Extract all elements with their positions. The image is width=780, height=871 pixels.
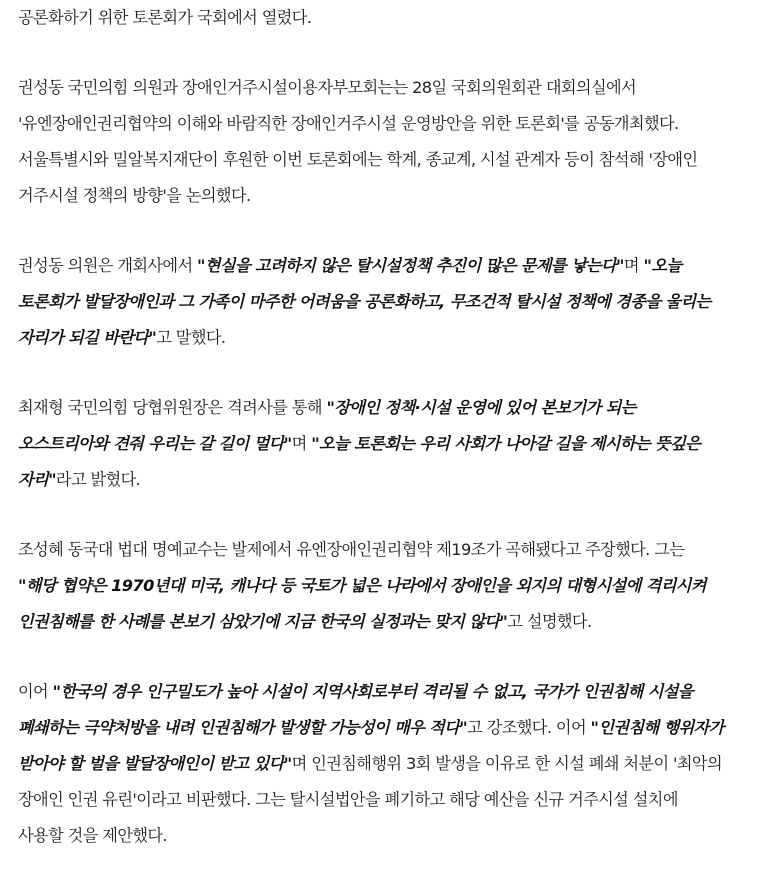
text-line: 공론화하기 위한 토론회가 국회에서 열렸다. bbox=[18, 8, 312, 27]
paragraph-gap bbox=[18, 36, 764, 70]
text-line: 거주시설 정책의 방향'을 논의했다. bbox=[18, 186, 251, 205]
paragraph-gap bbox=[18, 498, 764, 532]
text-line bbox=[18, 426, 764, 462]
quote-text: "오늘 토론회는 우리 사회가 나아갈 길을 제시하는 뜻깊은 bbox=[311, 434, 701, 453]
quote-text: 오스트리아와 견줘 우리는 갈 길이 멀다" bbox=[18, 434, 292, 453]
quote-text: "오늘 bbox=[643, 256, 682, 275]
paragraph-opening-remarks bbox=[18, 248, 764, 356]
text-segment: 권성동 의원은 개회사에서 bbox=[18, 256, 198, 275]
text-line: '유엔장애인권리협약의 이해와 바람직한 장애인거주시설 운영방안을 위한 토론회'를 공동개최했다. bbox=[18, 114, 679, 133]
text-line bbox=[18, 604, 764, 640]
text-line bbox=[18, 710, 764, 746]
text-line: 사용할 것을 제안했다. bbox=[18, 826, 167, 845]
text-line bbox=[18, 462, 764, 498]
text-line: 권성동 국민의힘 의원과 장애인거주시설이용자부모회는는 28일 국회의원회관 대회의실에서 bbox=[18, 78, 637, 97]
text-line bbox=[18, 746, 764, 782]
paragraph-conclusion bbox=[18, 674, 764, 854]
quote-text: "해당 협약은 1970년대 미국, 캐나다 등 국토가 넓은 나라에서 장애인을 외지의 대형시설에 격리시켜 bbox=[18, 576, 706, 595]
text-segment: 라고 밝혔다. bbox=[55, 470, 141, 489]
text-segment: 며 bbox=[623, 256, 644, 275]
text-line bbox=[18, 390, 764, 426]
text-line: 장애인 인권 유린'이라고 비판했다. 그는 탈시설법안을 폐기하고 해당 예산을 신규 거주시설 설치에 bbox=[18, 790, 678, 809]
text-line: 서울특별시와 밀알복지재단이 후원한 이번 토론회에는 학계, 종교계, 시설 관계자 등이 참석해 '장애인 bbox=[18, 150, 698, 169]
paragraph-gap bbox=[18, 640, 764, 674]
quote-text: "현실을 고려하지 않은 탈시설정책 추진이 많은 문제를 낳는다" bbox=[197, 256, 624, 275]
quote-text: "한국의 경우 인구밀도가 높아 시설이 지역사회로부터 격리될 수 없고, 국가가 인권침해 시설을 bbox=[52, 682, 693, 701]
quote-text: 자리가 되길 바란다" bbox=[18, 328, 157, 347]
quote-text: 인권침해를 한 사례를 본보기 삼았기에 지금 한국의 실정과는 맞지 않다" bbox=[18, 612, 508, 631]
text-segment: 고 설명했다. bbox=[507, 612, 592, 631]
text-line bbox=[18, 568, 764, 604]
text-line bbox=[18, 674, 764, 710]
quote-text: 받아야 할 벌을 발달장애인이 받고 있다" bbox=[18, 754, 292, 773]
text-line: 조성혜 동국대 법대 명예교수는 발제에서 유엔장애인권리협약 제19조가 곡해됐다고 주장했다. 그는 bbox=[18, 540, 685, 559]
text-segment: 고 강조했다. 이어 bbox=[467, 718, 591, 737]
text-segment: 며 bbox=[291, 434, 312, 453]
quote-text: "장애인 정책·시설 운영에 있어 본보기가 되는 bbox=[326, 398, 636, 417]
paragraph-intro bbox=[18, 0, 764, 36]
text-segment: 최재형 국민의힘 당협위원장은 격려사를 통해 bbox=[18, 398, 327, 417]
paragraph-event bbox=[18, 70, 764, 214]
quote-text: 자리" bbox=[18, 470, 56, 489]
text-line bbox=[18, 248, 764, 284]
text-segment: 며 인권침해행위 3회 발생을 이유로 한 시설 폐쇄 처분이 '최악의 bbox=[291, 754, 722, 773]
quote-text: 폐쇄하는 극약처방을 내려 인권침해가 발생할 가능성이 매우 적다" bbox=[18, 718, 468, 737]
text-segment: 이어 bbox=[18, 682, 53, 701]
quote-text: "인권침해 행위자가 bbox=[590, 718, 724, 737]
paragraph-encouragement bbox=[18, 390, 764, 498]
quote-text: 토론회가 발달장애인과 그 가족이 마주한 어려움을 공론화하고, 무조건적 탈시설 정책에 경종을 울리는 bbox=[18, 292, 711, 311]
paragraph-presentation bbox=[18, 532, 764, 640]
text-line bbox=[18, 320, 764, 356]
text-segment: 고 말했다. bbox=[156, 328, 226, 347]
paragraph-gap bbox=[18, 214, 764, 248]
text-line bbox=[18, 284, 764, 320]
paragraph-gap bbox=[18, 356, 764, 390]
